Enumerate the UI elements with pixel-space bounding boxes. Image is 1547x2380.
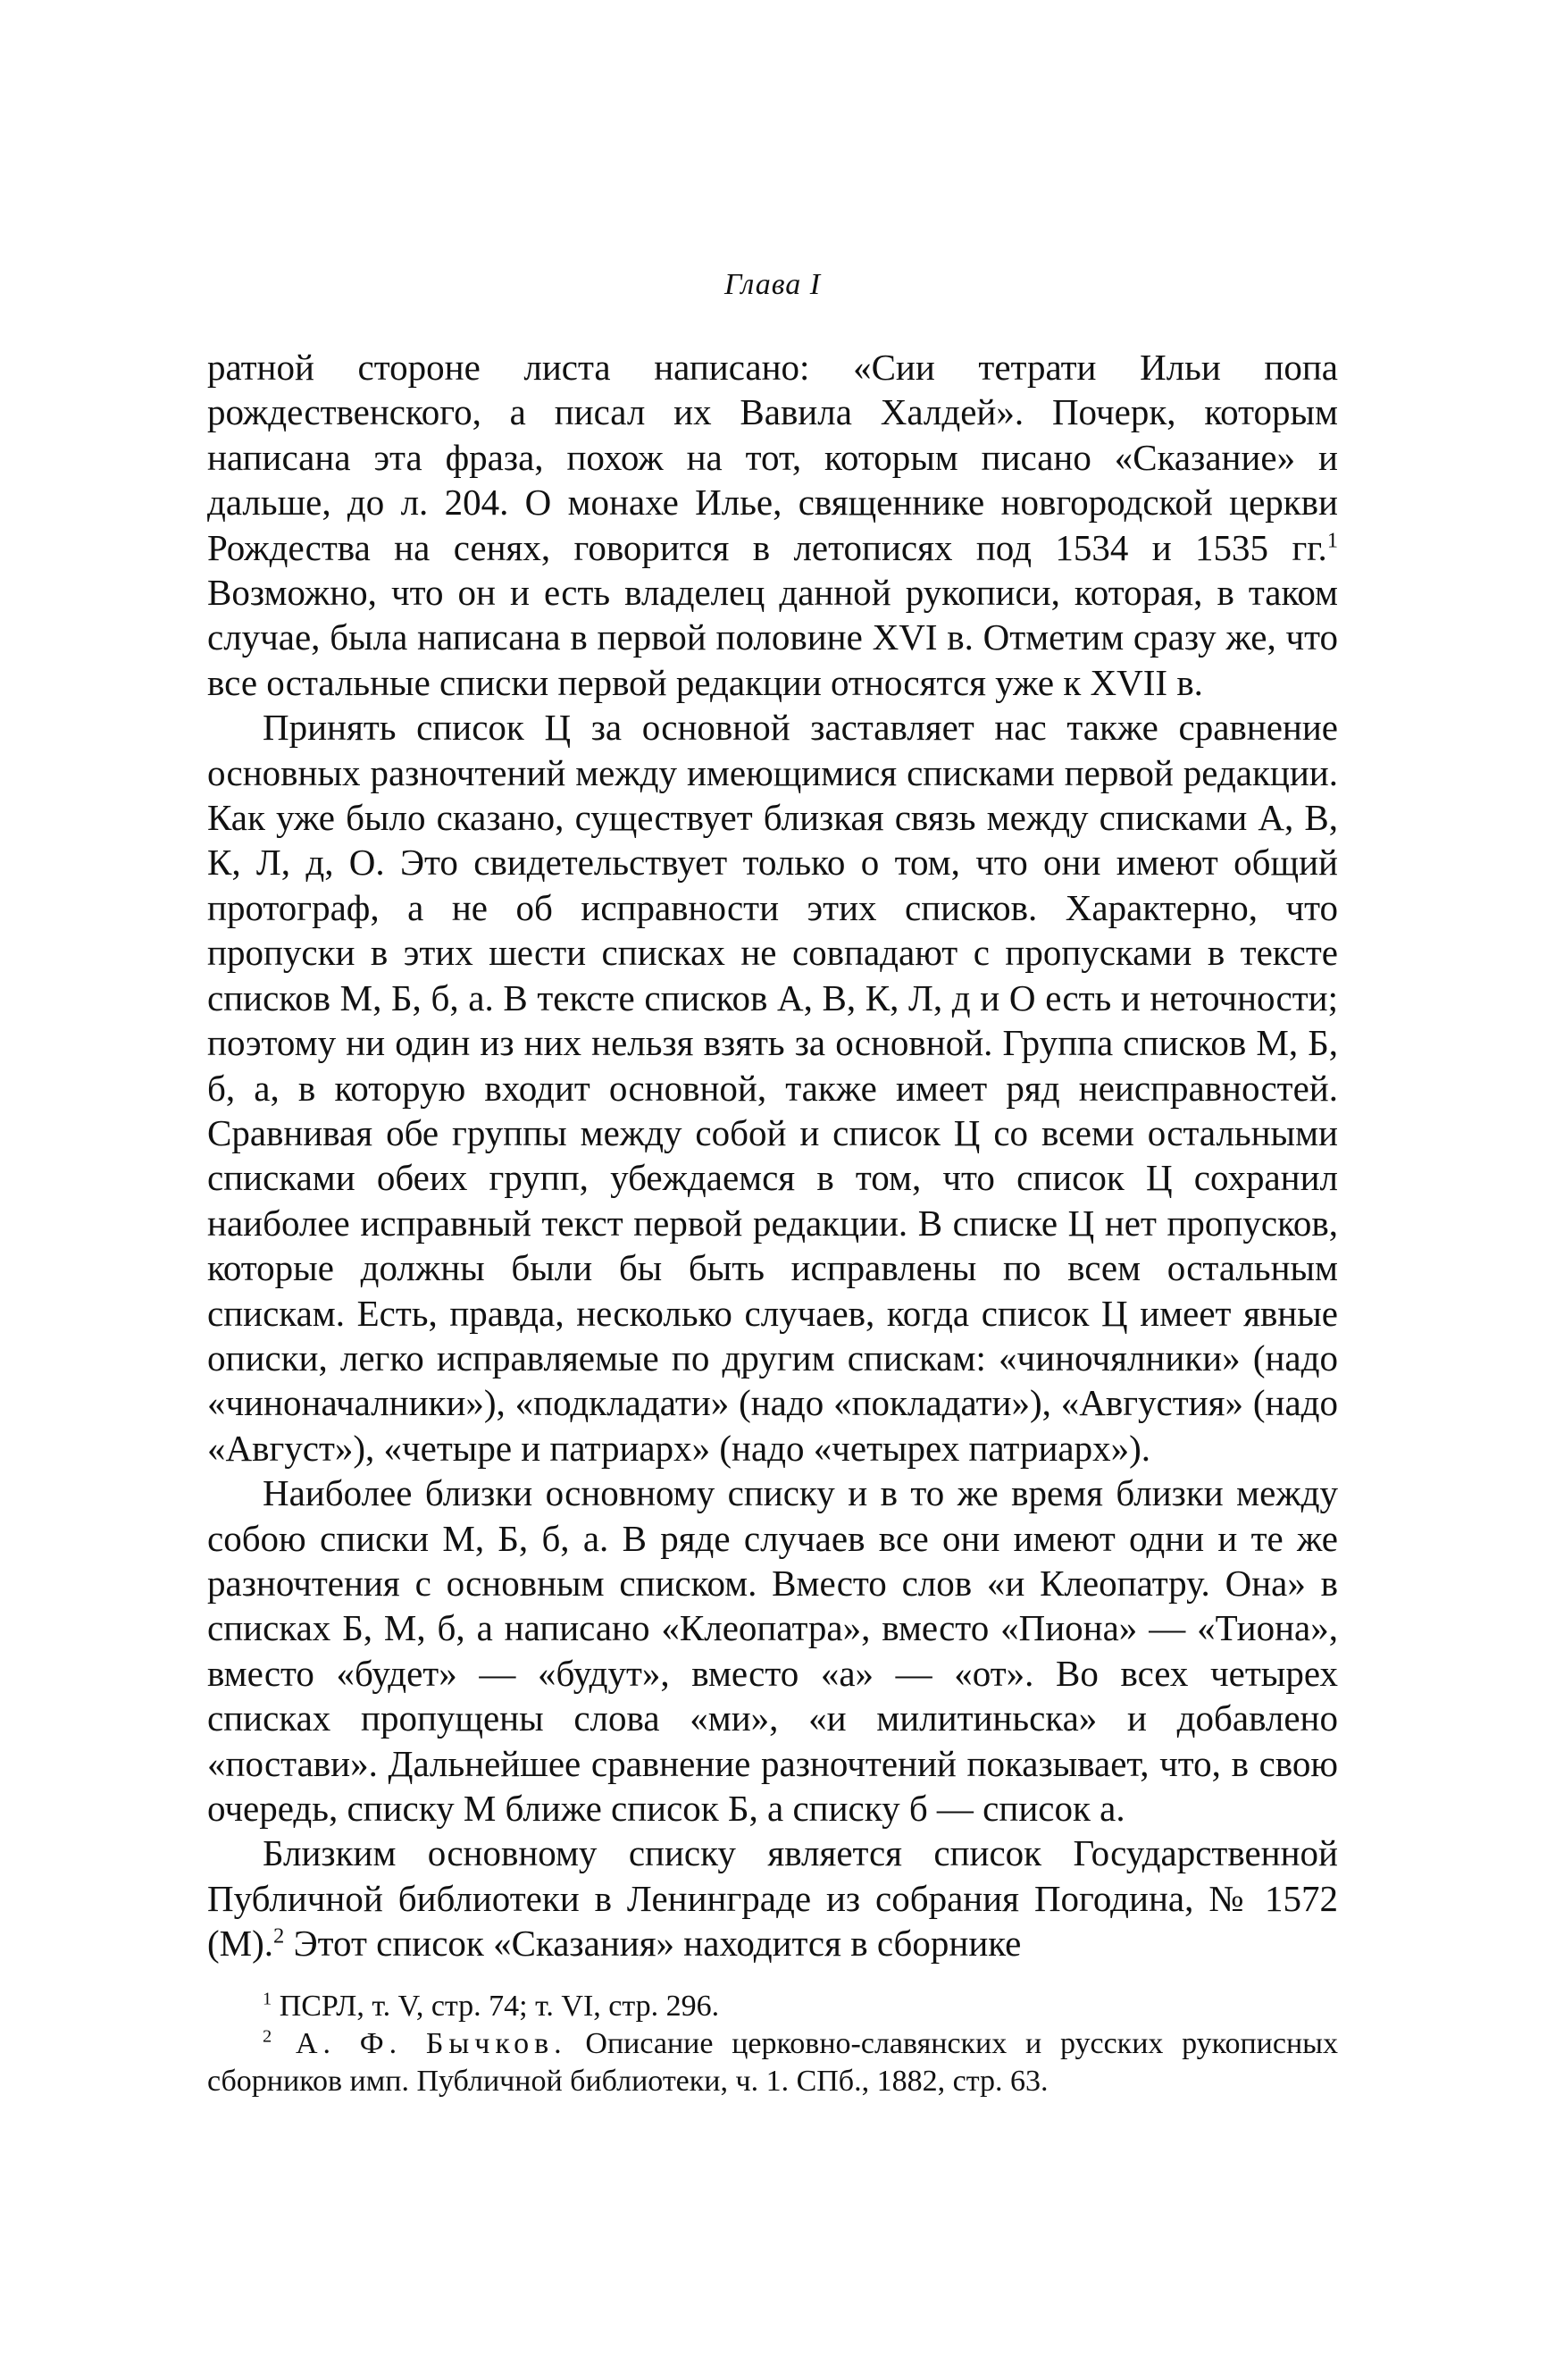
- footnote-text: ПСРЛ, т. V, стр. 74; т. VI, стр. 296.: [272, 1989, 720, 2023]
- footnote-1: [207, 1988, 1338, 2025]
- paragraph-text: Близким основному списку является список Государственной Публичной библиотеки в Ленинграде из собрания Погодина, № 1572 (М).: [207, 1832, 1338, 1965]
- footnote-ref: 1: [1326, 527, 1338, 552]
- paragraph-4: [207, 1831, 1338, 1965]
- paragraph-3: [207, 1471, 1338, 1831]
- paragraph-2: [207, 705, 1338, 1471]
- paragraph-text: Наиболее близки основному списку и в то же время близки между собою списки М, Б, б, а. В ряде случаев все они имеют одни и те же разночтения с основным списком. Вместо слов «и Клеопатру. Она» в списках Б, М, б, а написано «Клеопатра», вместо «Пиона» — «Тиона», вместо «будет» — «будут», вместо «а» — «от». Во всех четырех списках пропущены слова «ми», «и милитиньска» и добавлено «постави». Дальнейшее сравнение разночтений показывает, что, в свою очередь, списку М ближе список Б, а списку б — список а.: [207, 1472, 1338, 1829]
- footnote-text: Описание церковно-славянских и русских рукописных сборников имп. Публичной библиотеки, ч. 1. СПб., 1882, стр. 63.: [207, 2026, 1338, 2098]
- footnote-marker: 2: [263, 2026, 272, 2047]
- footnote-ref: 2: [273, 1923, 285, 1948]
- paragraph-1: [207, 345, 1338, 705]
- footnote-marker: 1: [263, 1989, 272, 2009]
- footnote-author: А. Ф. Бычков.: [272, 2026, 567, 2060]
- footnotes: [207, 1988, 1338, 2100]
- page: [207, 268, 1338, 2100]
- paragraph-tail: Возможно, что он и есть владелец данной рукописи, которая, в таком случае, была написана в первой половине XVI в. Отметим сразу же, что все остальные списки первой редакции относятся уже к XVII в.: [207, 572, 1338, 703]
- paragraph-text: Принять список Ц за основной заставляет нас также сравнение основных разночтений между имеющимися списками первой редакции. Как уже было сказано, существует близкая связь между списками А, В, К, Л, д, О. Это свидетельствует только о том, что они имеют общий протограф, а не об исправности этих списков. Характерно, что пропуски в этих шести списках не совпадают с пропусками в тексте списков М, Б, б, а. В тексте списков А, В, К, Л, д и О есть и неточности; поэтому ни один из них нельзя взять за основной. Группа списков М, Б, б, а, в которую входит основной, также имеет ряд неисправностей. Сравнивая обе группы между собой и список Ц со всеми остальными списками обеих групп, убеждаемся в том, что список Ц сохранил наиболее исправный текст первой редакции. В списке Ц нет пропусков, которые должны были бы быть исправлены по всем остальным спискам. Есть, правда, несколько случаев, когда список Ц имеет явные описки, легко исправляемые по другим спискам: «чиночялники» (надо «чиноначалники»), «подкладати» (надо «покладати»), «Августия» (надо «Август»), «четыре и патриарх» (надо «четырех патриарх»).: [207, 707, 1338, 1469]
- body-text: [207, 345, 1338, 1966]
- running-header: Глава I: [723, 268, 822, 301]
- paragraph-text: ратной стороне листа написано: «Сии тетрати Ильи попа рождественского, а писал их Вавила Халдей». Почерк, которым написана эта фраза, похож на тот, которым писано «Сказание» и дальше, до л. 204. О монахе Илье, священнике новгородской церкви Рождества на сенях, говорится в летописях под 1534 и 1535 гг.: [207, 347, 1338, 568]
- footnote-2: [207, 2025, 1338, 2100]
- paragraph-tail: Этот список «Сказания» находится в сборнике: [284, 1923, 1022, 1965]
